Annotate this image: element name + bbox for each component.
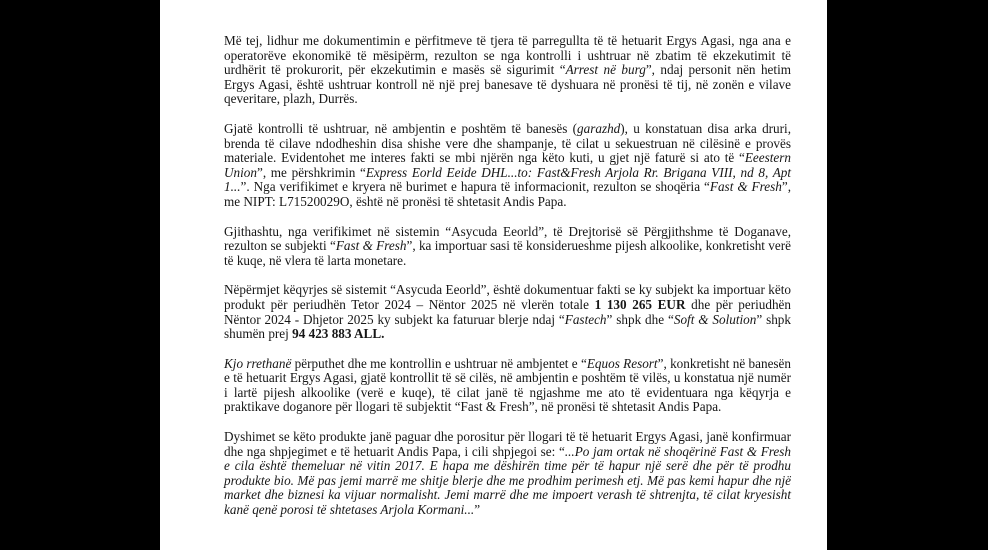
text-run: ” shpk dhe “: [606, 311, 674, 327]
text-run: ), u konstatuan disa arka druri, brenda të cilave ndodheshin disa shishe vere dhe shampanje, të cilat u sekuestruan në cilësinë e provës materiale. Evidentohet me interes fakti se mbi njërën nga këto kuti, u gjet një faturë si ato të “: [224, 120, 791, 166]
paragraph: [224, 34, 791, 107]
text-run: ”, ka importuar sasi të konsiderueshme pijesh alkoolike, konkretisht verë të kuqe, në vlera të larta monetare.: [224, 238, 791, 268]
text-run: Eeestern Union: [224, 150, 791, 180]
text-run: garazhd: [577, 120, 621, 136]
text-run: Arrest në burg: [565, 62, 646, 78]
text-run: Express Eorld Eeide DHL...to: Fast&Fresh Arjola Rr. Brigana VIII, nd 8, Apt 1...: [224, 164, 792, 195]
paragraph: [224, 357, 791, 415]
text-run: Më tej, lidhur me dokumentimin e përfitmeve të tjera të parregullta të të hetuarit Ergys Agasi, nga ana e operatorëve ekonomikë të mësipërm, rezulton se nga kontrolli i ushtruar në zbatim të ekzekutimit të urdhërit të prokurorit, për ekzekutimin e masës së sigurimit “: [224, 33, 791, 78]
text-run: Soft & Solution: [673, 311, 757, 327]
text-run: dhe për periudhën Nëntor 2024 - Dhjetor 2025 ky subjekt ka faturuar blerje ndaj “: [224, 296, 792, 327]
paragraph: [224, 430, 791, 518]
text-run: ...Po jam ortak në shoqërinë Fast & Fresh e cila është themeluar në vitin 2017. E hapa me dëshirën time për të hapur një serë dhe për të prodhu produkte bio. Më pas jemi marrë me shitje blerje dhe me prodhim perimesh etj. Më pas kemi hapur dhe një market dhe biznesi ka vijuar normalisht. Jemi marrë dhe me impoert verash të shtrenjta, të cilat kryesisht kanë qenë porosi të shtetases Arjola Kormani...: [224, 443, 791, 518]
text-run: përputhet dhe me kontrollin e ushtruar në ambjentet e “: [291, 355, 587, 371]
text-run: ”: [474, 502, 481, 518]
text-run: ” shpk shumën prej: [224, 311, 791, 342]
text-run: Gjatë kontrolli të ushtruar, në ambjentin e poshtëm të banesës (: [224, 120, 578, 136]
text-run: 94 423 883 ALL.: [292, 326, 385, 342]
text-run: Dyshimet se këto produkte janë paguar dhe porositur për llogari të të hetuarit Ergys Agasi, janë konfirmuar dhe nga shpjegimet e të hetuarit Andis Papa, i cili shpjegoi se: “: [224, 429, 791, 459]
document-page: [160, 0, 827, 550]
text-run: ”, konkretisht në banesën e të hetuarit Ergys Agasi, gjatë kontrollit të së cilës, në ambjentin e poshtëm të vilës, u konstatua një numër i lartë pijesh alkoolike (verë e kuqe), të cilat janë të ngjashme me ato të evidentuara nga këqyrja e praktikave doganore për llogari të subjektit “Fast & Fresh”, në pronësi të shtetasit Andis Papa.: [224, 355, 792, 415]
text-run: Gjithashtu, nga verifikimet në sistemin “Asycuda Eeorld”, të Drejtorisë së Përgjithshme të Doganave, rezulton se subjekti “: [224, 223, 791, 254]
paragraph: [224, 122, 791, 210]
text-run: 1 130 265 EUR: [594, 296, 686, 312]
text-run: Fast & Fresh: [335, 238, 407, 254]
paragraph: [224, 225, 791, 269]
text-run: Nëpërmjet këqyrjes së sistemit “Asycuda Eeorld”, është dokumentuar fakti se ky subjekt ka importuar këto produkt për periudhën Tetor 2024 – Nëntor 2025 në vlerën totale: [224, 282, 791, 312]
text-run: ”, ndaj personit nën hetim Ergys Agasi, është ushtruar kontroll në një prej banesave të dyshuara në pronësi të tij, në zonën e vilave qeveritare, plazh, Durrës.: [224, 62, 791, 107]
text-run: Kjo rrethanë: [224, 355, 292, 371]
text-run: ”, me NIPT: L71520029O, është në pronësi të shtetasit Andis Papa.: [224, 179, 791, 209]
paragraph: [224, 283, 791, 341]
text-run: Equos Resort: [586, 355, 658, 371]
text-run: ”, me përshkrimin “: [256, 164, 366, 180]
text-run: ”. Nga verifikimet e kryera në burimet e hapura të informacionit, rezulton se shoqëria “: [240, 179, 710, 195]
text-run: Fastech: [564, 311, 607, 327]
text-run: Fast & Fresh: [709, 179, 782, 195]
document-body: [224, 34, 791, 518]
